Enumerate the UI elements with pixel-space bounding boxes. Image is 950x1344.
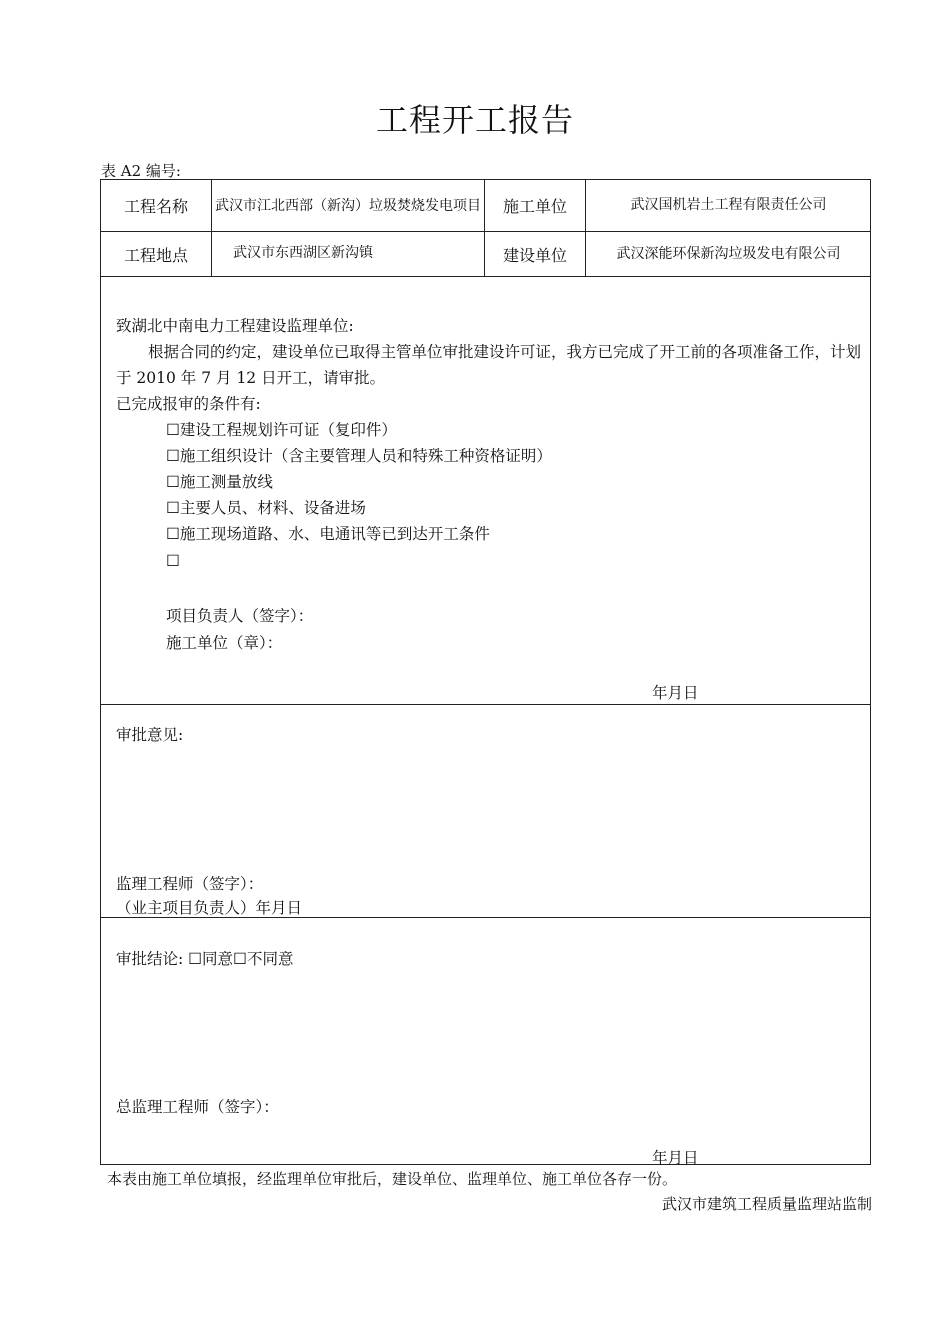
owner-manager-signature: （业主项目负责人）年月日 <box>116 899 303 917</box>
contractor-seal: 施工单位（章）： <box>166 634 283 652</box>
conclusion-heading: 审批结论: ☐同意☐不同意 <box>116 950 294 968</box>
application-body: 根据合同的约定，建设单位已取得主管单位审批建设许可证，我方已完成了开工前的各项准备工作，计划于 2010 年 7 月 12 日开工，请审批。 <box>116 343 862 387</box>
project-name-value: 武汉市江北西部（新沟）垃圾焚烧发电项目 <box>215 197 481 214</box>
location-label: 工程地点 <box>123 245 188 265</box>
condition-checkbox-2[interactable]: ☐施工组织设计（含主要管理人员和特殊工种资格证明） <box>166 447 552 465</box>
supervising-engineer-signature: 监理工程师（签字）： <box>116 875 264 893</box>
owner-value: 武汉深能环保新沟垃圾发电有限公司 <box>616 245 841 262</box>
page-title: 工程开工报告 <box>375 101 574 139</box>
condition-checkbox-6[interactable]: ☐ <box>166 552 180 570</box>
addressee: 致湖北中南电力工程建设监理单位: <box>116 317 354 335</box>
project-manager-signature: 项目负责人（签字）： <box>166 607 314 625</box>
conclusion-date: 年月日 <box>652 1149 699 1167</box>
contractor-label: 施工单位 <box>502 197 567 216</box>
condition-checkbox-1[interactable]: ☐建设工程规划许可证（复印件） <box>166 421 397 439</box>
owner-label: 建设单位 <box>502 245 567 265</box>
condition-checkbox-5[interactable]: ☐施工现场道路、水、电通讯等已到达开工条件 <box>166 525 490 543</box>
project-name-label: 工程名称 <box>123 197 188 216</box>
application-date: 年月日 <box>652 684 699 702</box>
section-divider-1 <box>100 704 871 705</box>
chief-engineer-signature: 总监理工程师（签字）： <box>116 1098 279 1116</box>
col-divider-1 <box>211 179 212 276</box>
location-value: 武汉市东西湖区新沟镇 <box>233 245 373 261</box>
conditions-heading: 已完成报审的条件有: <box>116 395 261 413</box>
contractor-value: 武汉国机岩土工程有限责任公司 <box>630 197 827 213</box>
row-divider-2 <box>100 276 871 277</box>
review-heading: 审批意见: <box>116 726 184 744</box>
footer-note: 本表由施工单位填报，经监理单位审批后，建设单位、监理单位、施工单位各存一份。 <box>107 1170 678 1188</box>
condition-checkbox-3[interactable]: ☐施工测量放线 <box>166 473 273 491</box>
condition-checkbox-4[interactable]: ☐主要人员、材料、设备进场 <box>166 499 366 517</box>
form-number: 表 A2 编号: <box>101 162 181 180</box>
footer-issuer: 武汉市建筑工程质量监理站监制 <box>661 1195 872 1213</box>
